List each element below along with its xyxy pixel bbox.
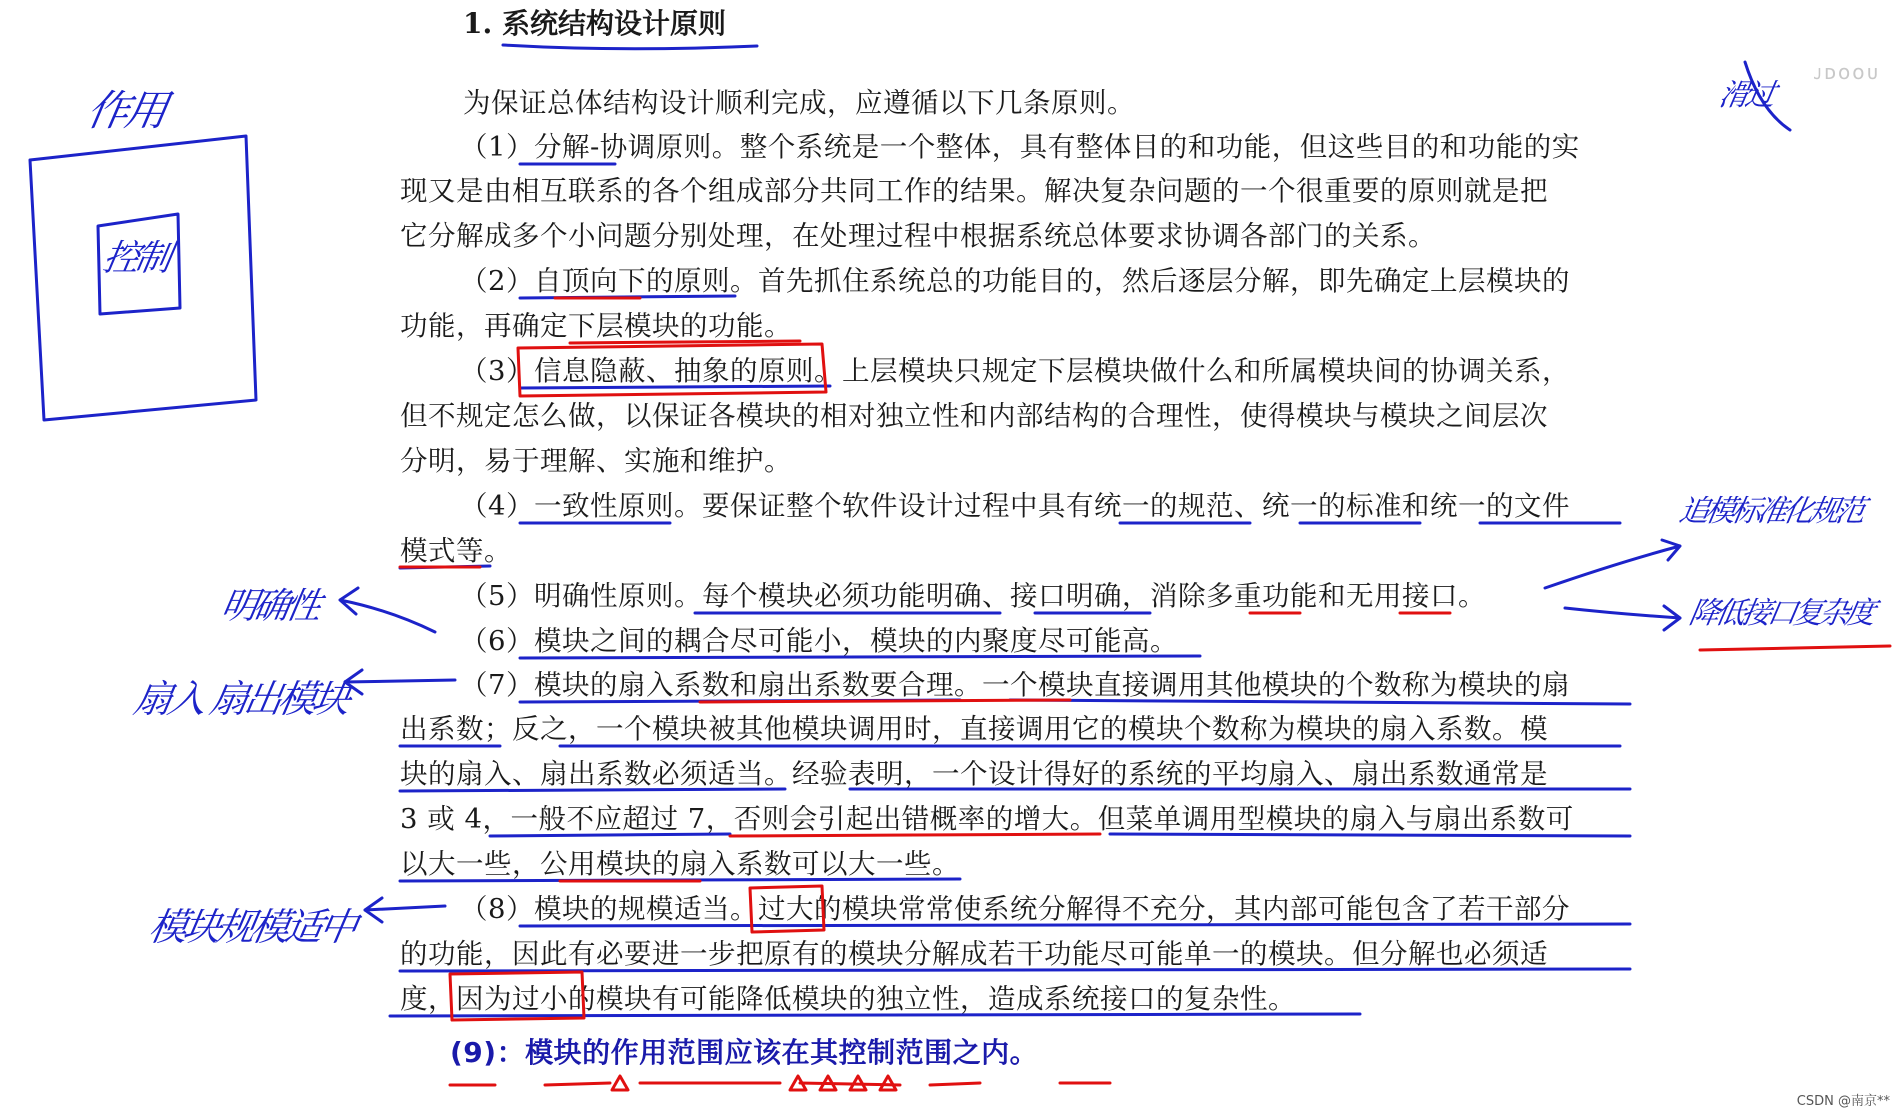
triangle-mark (880, 1076, 896, 1090)
text-line: 的功能，因此有必要进一步把原有的模块分解成若干功能尽可能单一的模块。但分解也必须适 (400, 938, 1548, 970)
text-line: 但不规定怎么做，以保证各模块的相对独立性和内部结构的合理性，使得模块与模块之间层次 (400, 400, 1548, 432)
red-underline (1700, 646, 1890, 650)
text-line: 功能，再确定下层模块的功能。 (400, 310, 792, 342)
text-line: 3 或 4，一般不应超过 7，否则会引起出错概率的增大。但菜单调用型模块的扇入与扇出系数可 (400, 803, 1574, 835)
triangle-mark (790, 1076, 806, 1090)
handwriting-zuoyong: 作用 (83, 86, 168, 135)
heading-underline (503, 45, 757, 49)
text-line: 分明，易于理解、实施和维护。 (400, 445, 792, 477)
text-line: （8）模块的规模适当。过大的模块常常使系统分解得不充分，其内部可能包含了若干部分 (460, 893, 1570, 925)
text-line: 模式等。 (400, 535, 512, 567)
text-line: 出系数；反之，一个模块被其他模块调用时，直接调用它的模块个数称为模块的扇入系数。模 (400, 713, 1548, 745)
handwriting-mingque: 明确性 (217, 586, 322, 627)
arrow-jiangdi (1565, 606, 1680, 630)
text-line: 以大一些，公用模块的扇入系数可以大一些。 (400, 848, 960, 880)
text-line: （6）模块之间的耦合尽可能小，模块的内聚度尽可能高。 (460, 625, 1178, 657)
text-line: 它分解成多个小问题分别处理，在处理过程中根据系统总体要求协调各部门的关系。 (400, 220, 1436, 252)
text-line: （5）明确性原则。每个模块必须功能明确、接口明确，消除多重功能和无用接口。 (460, 580, 1486, 612)
handwriting-kongzhi: 控制 (99, 238, 172, 279)
text-line: 度，因为过小的模块有可能降低模块的独立性，造成系统接口的复杂性。 (400, 983, 1296, 1015)
rule-9-line: (9)：模块的作用范围应该在其控制范围之内。 (450, 1036, 1039, 1069)
handwriting-guoqu: 滑过 (1716, 78, 1775, 113)
handwriting-shanru: 扇入 扇出模块 (130, 677, 351, 721)
triangle-mark (612, 1076, 628, 1090)
corner-logo: ᴊᴅoᴏᴜ (1814, 60, 1880, 84)
arrow-shanru (345, 670, 455, 694)
arrow-tongyi (1545, 540, 1680, 588)
text-line: （7）模块的扇入系数和扇出系数要合理。一个模块直接调用其他模块的个数称为模块的扇 (460, 669, 1570, 701)
text-line: （1）分解-协调原则。整个系统是一个整体，具有整体目的和功能，但这些目的和功能的实 (460, 131, 1580, 163)
intro-line: 为保证总体结构设计顺利完成，应遵循以下几条原则。 (463, 87, 1135, 119)
triangle-mark (820, 1076, 836, 1090)
section-heading: 1. 系统结构设计原则 (463, 7, 726, 40)
arrow-guimo (365, 898, 445, 922)
handwriting-jiangdi: 降低接口复杂度 (1686, 596, 1875, 631)
triangle-mark (850, 1076, 866, 1090)
text-line: （4）一致性原则。要保证整个软件设计过程中具有统一的规范、统一的标准和统一的文件 (460, 490, 1570, 522)
red-underline (450, 1083, 1110, 1085)
text-line: 现又是由相互联系的各个组成部分共同工作的结果。解决复杂问题的一个很重要的原则就是把 (400, 175, 1548, 207)
text-line: （3）信息隐蔽、抽象的原则。上层模块只规定下层模块做什么和所属模块间的协调关系， (460, 355, 1570, 387)
handwriting-guimo: 模块规模适中 (145, 905, 358, 949)
csdn-watermark: CSDN @南京** (1796, 1094, 1890, 1109)
arrow-mingque (340, 588, 435, 632)
text-line: 块的扇入、扇出系数必须适当。经验表明，一个设计得好的系统的平均扇入、扇出系数通常是 (400, 758, 1548, 790)
handwriting-tongyi: 追模标准化规范 (1676, 494, 1865, 529)
text-line: （2）自顶向下的原则。首先抓住系统总的功能目的，然后逐层分解，即先确定上层模块的 (460, 265, 1570, 297)
